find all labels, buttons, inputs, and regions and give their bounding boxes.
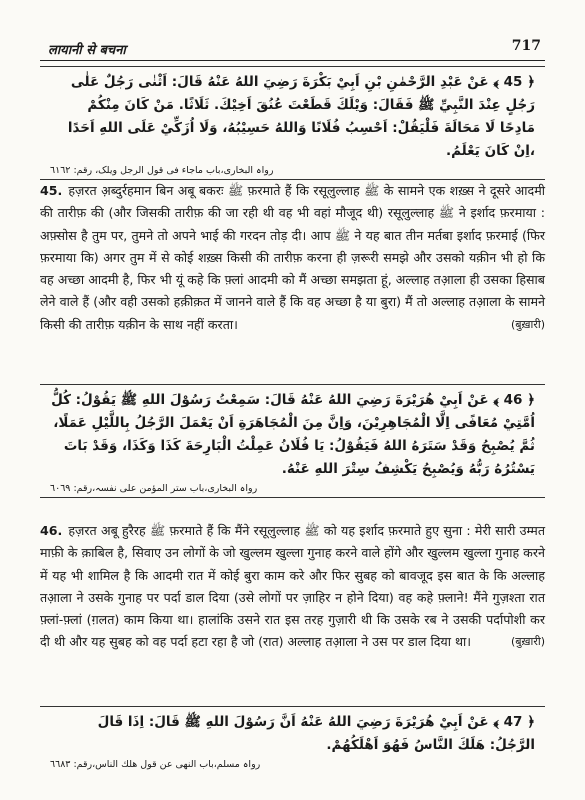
- hadith-46-translation: हज़रत अबू हुरैरह ﷺ फ़रमाते हैं कि मैंने रसूलुल्लाह ﷺ को यह इर्शाद फ़रमाते हुए सुना : मेरी सारी उम्मत माफ़ी के क़ाबिल है, सिवाए उन लोगों के जो खुल्लम खुल्ला गुनाह करने वाले होंगे और खुल्लम खुल्ला गुनाह करने में यह भी शामिल है कि आदमी रात में कोई बुरा काम करे और फिर सुबह को बावजूद इस बात के कि अल्लाह तआ़ला ने उसके गुनाह पर पर्दा डाल दिया (उसे लोगों पर ज़ाहिर न होने दिया) वह कहे फ़्लाने! मैंने गुज़श्ता रात फ़्लां-फ़्लां (ग़लत) काम किया था। हालांकि उसने रात इस तरह गुज़ारी थी कि उसके रब ने उसकी पर्दापोशी कर दी थी और यह सुबह को वह पर्दा हटा रहा है जो (रात) अल्लाह तआ़ला ने उस पर डाल दिया था।: [40, 523, 545, 650]
- hadith-45-arabic: ﴿ 45 ﴾ عَنْ عَبْدِ الرَّحْمٰنِ بْنِ اَبِيْ بَكْرَةَ رَضِيَ اللهُ عَنْهُ قَالَ: اَثْنٰى رَجُلٌ عَلٰى رَجُلٍ عِنْدَ النَّبِيِّ ﷺ فَقَالَ: وَيْلَكَ قَطَعْتَ عُنُقَ اَخِيْكَ. ثَلَاثًا. مَنْ كَانَ مِنْكُمْ مَادِحًا لَا مَحَالَةَ فَلْيَقُلْ: اَحْسِبُ فُلَانًا وَاللهُ حَسِيْبُهُ، وَلَا اُزَكِّيْ عَلَى اللهِ اَحَدًا ،اِنْ كَانَ يَعْلَمُ.: [67, 74, 535, 159]
- page-header: [40, 36, 545, 61]
- hadith-46-source: (बुख़ारी): [510, 635, 545, 649]
- page-number: 717: [511, 38, 541, 54]
- hadith-45-translation: हज़रत अ़ब्दुर्रहमान बिन अबू बकरः ﷺ फ़रमाते हैं कि रसूलुल्लाह ﷺ के सामने एक शख़्स ने दूसरे आदमी की तारीफ़ की (और जिसकी तारीफ़ की जा रही थी वह भी वहां मौजूद थी) रसूलुल्लाह ﷺ ने इर्शाद फ़रमाया : अफ़्सोस है तुम पर, तुमने तो अपने भाई की गरदन तोड़ दी। आप ﷺ ने यह बात तीन मर्तबा इर्शाद फ़रमाई (फिर फ़रमाया कि) अगर तुम में से कोई शख़्स किसी की तारीफ़ करना ही ज़रूरी समझे और उसको यक़ीन भी हो कि वह अच्छा आदमी है, फिर भी यूं कहे कि फ़्लां आदमी को मैं अच्छा समझता हूं, अल्लाह तआ़ला ही उसका हिसाब लेने वाले हैं (और वही उसको हक़ीक़त में जानने वाले हैं कि वह अच्छा है या बुरा) मैं तो अल्लाह तआ़ला के सामने किसी की तारीफ़ यक़ीन के साथ नहीं करता।: [40, 183, 545, 332]
- running-title: लायानी से बचना: [48, 43, 126, 58]
- hadith-47-reference: رواہ مسلم،باب النهی عن قول هلك الناس،رقم: ٦٦٨٣: [50, 759, 261, 770]
- hadith-45-arabic-box: [40, 66, 545, 180]
- hadith-46-number: 46.: [40, 523, 63, 538]
- hadith-46-translation-block: [40, 520, 545, 654]
- hadith-46-arabic-box: [40, 384, 545, 498]
- hadith-45-reference: رواہ البخاری،باب ماجاء فی قول الرجل ویلک، رقم: ٦١٦٢: [50, 165, 274, 176]
- hadith-45-source: (बुख़ारी): [510, 317, 545, 331]
- hadith-46-reference: رواہ البخاری،باب ستر المؤمن علی نفسہ،رقم: ٦٠٦٩: [50, 483, 258, 494]
- hadith-47-arabic-box: [40, 706, 545, 773]
- hadith-47-arabic: ﴿ 47 ﴾ عَنْ اَبِيْ هُرَيْرَةَ رَضِيَ اللهُ عَنْهُ اَنَّ رَسُوْلَ اللهِ ﷺ قَالَ: اِذَا قَالَ الرَّجُلُ: هَلَكَ النَّاسُ فَهُوَ اَهْلَكُهُمْ.: [97, 714, 535, 753]
- hadith-45-number: 45.: [40, 183, 63, 198]
- hadith-45-translation-block: [40, 180, 545, 336]
- hadith-46-arabic: ﴿ 46 ﴾ عَنْ اَبِيْ هُرَيْرَةَ رَضِيَ اللهُ عَنْهُ قَالَ: سَمِعْتُ رَسُوْلَ اللهِ ﷺ يَقُوْلُ: كُلُّ اُمَّتِيْ مُعَافًى اِلَّا الْمُجَاهِرِيْنَ، وَاِنَّ مِنَ الْمُجَاهَرَةِ اَنْ يَعْمَلَ الرَّجُلُ بِاللَّيْلِ عَمَلًا، ثُمَّ يُصْبِحُ وَقَدْ سَتَرَهُ اللهُ فَيَقُوْلُ: يَا فُلَانُ عَمِلْتُ الْبَارِحَةَ كَذَا وَكَذَا، وَقَدْ بَاتَ يَسْتُرُهُ رَبُّهُ وَيُصْبِحُ يَكْشِفُ سِتْرَ اللهِ عَنْهُ.: [51, 392, 535, 477]
